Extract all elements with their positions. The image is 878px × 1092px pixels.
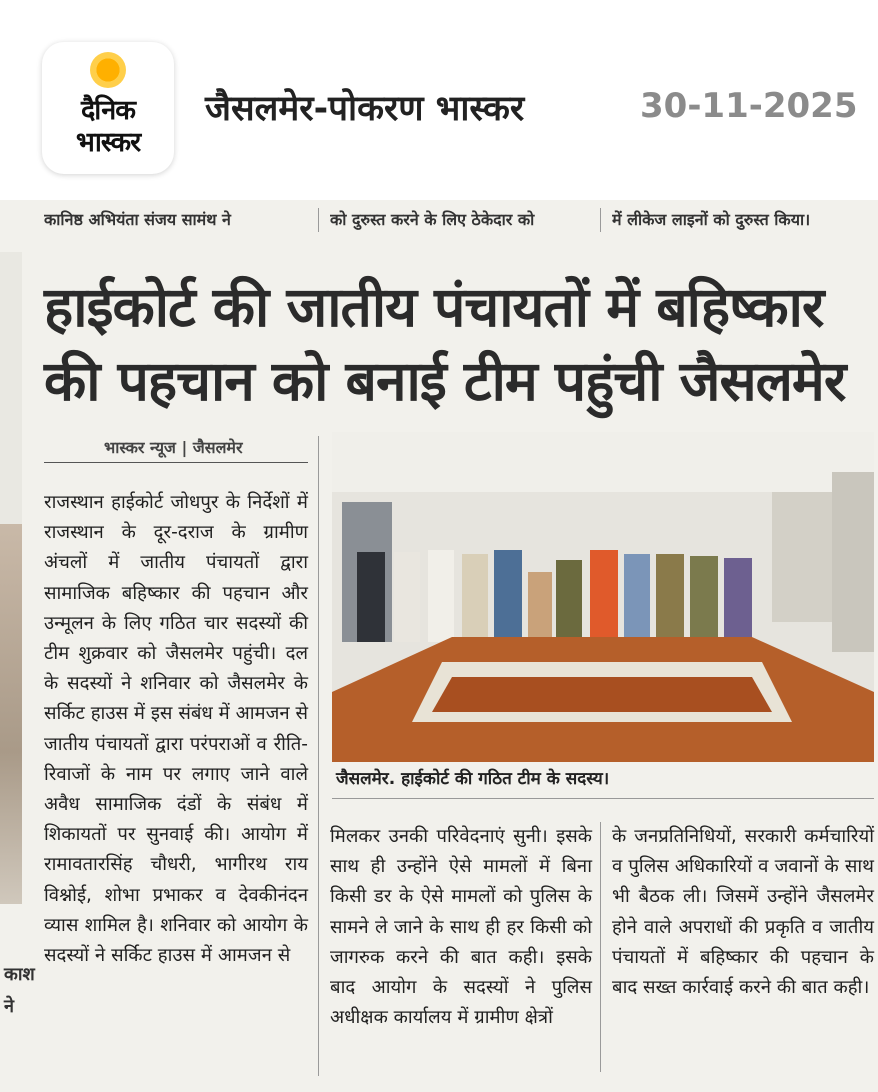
team-photo bbox=[332, 432, 874, 762]
dainik-bhaskar-logo[interactable] bbox=[42, 42, 174, 174]
header-bar bbox=[0, 0, 878, 200]
column-divider bbox=[600, 208, 601, 232]
headline-line2: की पहचान को बनाई टीम पहुंची जैसलमेर bbox=[44, 349, 846, 413]
cut-text-line: में लीकेज लाइनों को दुरुस्त किया। bbox=[612, 210, 811, 229]
team-photo-image bbox=[332, 432, 874, 762]
newspaper-clipping bbox=[0, 200, 878, 1092]
logo-text-line2: भास्कर bbox=[75, 127, 141, 158]
adjacent-text: काश bbox=[4, 964, 35, 985]
caption-rule bbox=[332, 798, 874, 799]
article-column-3: के जनप्रतिनिधियों, सरकारी कर्मचारियों व पुलिस अधिकारियों व जवानों के साथ भी बैठक ली। जिसमें उन्होंने जैसलमेर होने वाले अपराधों की प्रकृति व जातीय पंचायतों में बहिष्कार की पहचान के बाद सख्त कार्रवाई करने की बात कही। bbox=[612, 826, 874, 999]
article-column-1: राजस्थान हाईकोर्ट जोधपुर के निर्देशों में राजस्थान के दूर-दराज के ग्रामीण अंचलों में जातीय पंचायतों द्वारा सामाजिक बहिष्कार की पहचान और उन्मूलन के लिए गठित चार सदस्यों की टीम शुक्रवार को जैसलमेर पहुंची। दल के सदस्यों ने शनिवार को जैसलमेर के सर्किट हाउस में इस संबंध में आमजन से जातीय पंचायतों द्वारा परंपराओं व रीति-रिवाजों के नाम पर लगाए जाने वाले अवैध सामाजिक दंडों के संबंध में शिकायतों पर सुनवाई की। आयोग में रामावतारसिंह चौधरी, भागीरथ राय विश्नोई, शोभा प्रभाकर व देवकीनंदन व्यास शामिल है। शनिवार को आयोग के सदस्यों ने सर्किट हाउस में आमजन से bbox=[44, 492, 308, 967]
column-divider bbox=[600, 822, 601, 1072]
logo-text-line1: दैनिक bbox=[80, 95, 136, 126]
column-divider bbox=[318, 208, 319, 232]
cut-text-line: कानिष्ठ अभियंता संजय सामंथ ने bbox=[44, 210, 231, 229]
headline-line1: हाईकोर्ट की जातीय पंचायतों में बहिष्कार bbox=[44, 275, 824, 339]
photo-caption: जैसलमेर. हाईकोर्ट की गठित टीम के सदस्य। bbox=[336, 769, 610, 789]
adjacent-photo-edge bbox=[0, 524, 22, 904]
adjacent-text: ने bbox=[4, 996, 14, 1017]
sun-icon bbox=[90, 52, 126, 88]
byline-rule bbox=[44, 462, 308, 463]
edition-title: जैसलमेर-पोकरण भास्कर bbox=[205, 89, 525, 129]
cut-text-line: को दुरुस्त करने के लिए ठेकेदार को bbox=[330, 210, 535, 229]
edition-date: 30-11-2025 bbox=[640, 86, 858, 126]
article-column-2: मिलकर उनकी परिवेदनाएं सुनी। इसके साथ ही उन्होंने ऐसे मामलों में बिना किसी डर के ऐसे मामलों को पुलिस के सामने ले जाने के साथ ही हर किसी को जागरुक करने की बात कही। इसके बाद आयोग के सदस्यों ने पुलिस अधीक्षक कार्यालय में ग्रामीण क्षेत्रों bbox=[330, 826, 592, 1029]
byline: भास्कर न्यूज | जैसलमेर bbox=[104, 438, 243, 457]
column-divider bbox=[318, 436, 319, 1076]
